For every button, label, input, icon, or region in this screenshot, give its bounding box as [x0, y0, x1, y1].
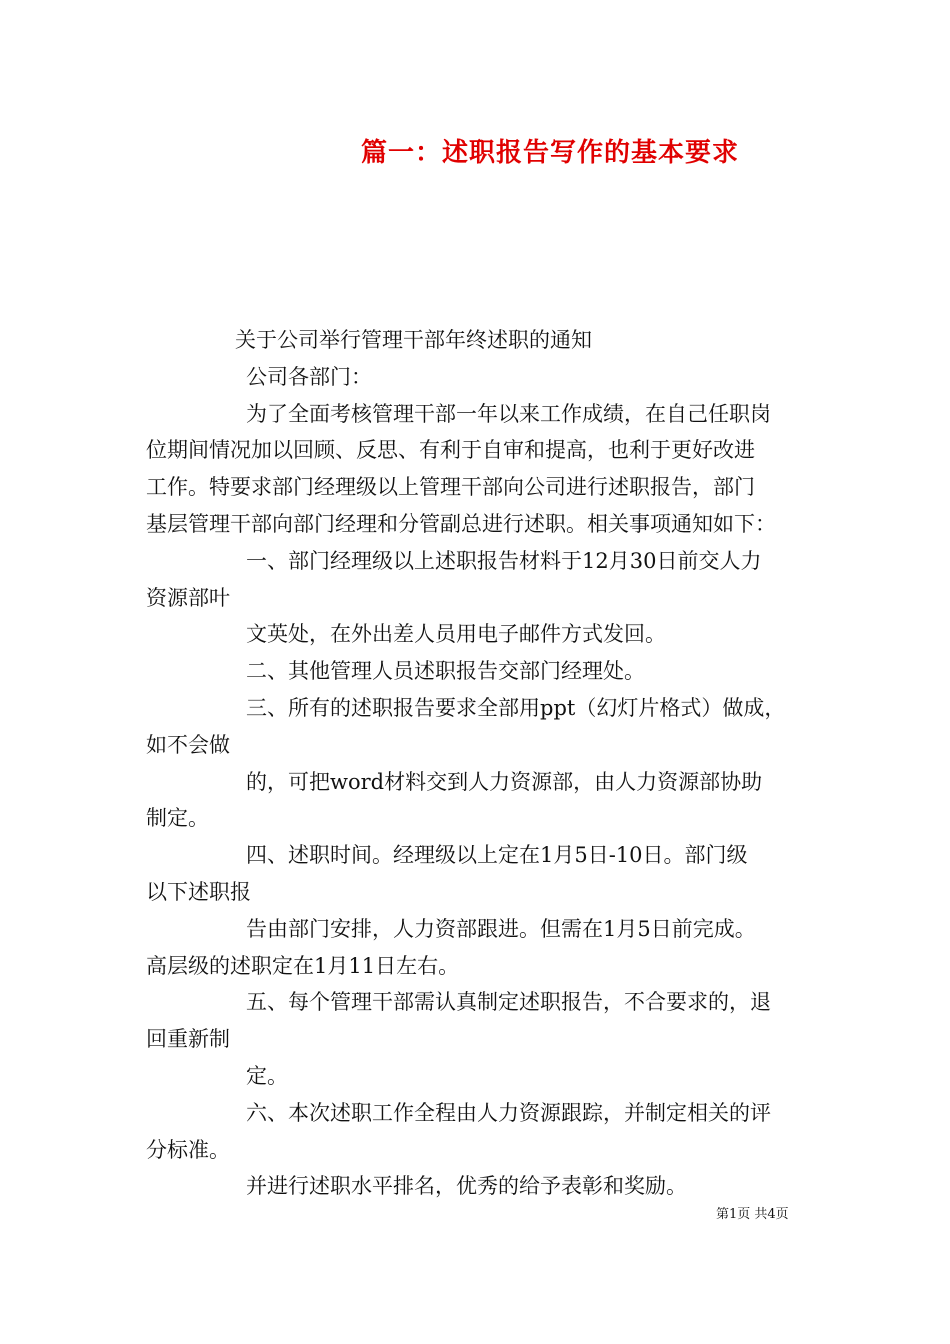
body-line: 文英处，在外出差人员用电子邮件方式发回。	[246, 622, 666, 646]
body-line: 五、每个管理干部需认真制定述职报告，不合要求的，退	[246, 990, 771, 1014]
body-line: 四、述职时间。经理级以上定在1月5日-10日。部门级	[246, 843, 748, 867]
body-line: 分标准。	[146, 1138, 230, 1162]
body-line: 并进行述职水平排名，优秀的给予表彰和奖励。	[246, 1174, 687, 1198]
body-line: 以下述职报	[146, 880, 251, 904]
body-line: 高层级的述职定在1月11日左右。	[146, 954, 460, 978]
body-line: 资源部叶	[146, 586, 230, 610]
body-line: 告由部门安排，人力资部跟进。但需在1月5日前完成。	[246, 917, 756, 941]
body-line: 回重新制	[146, 1027, 230, 1051]
body-line: 位期间情况加以回顾、反思、有利于自审和提高，也利于更好改进	[146, 438, 755, 462]
body-line: 基层管理干部向部门经理和分管副总进行述职。相关事项通知如下：	[146, 512, 776, 536]
salutation: 公司各部门：	[246, 365, 372, 389]
page-footer: 第1页 共4页	[716, 1207, 789, 1222]
body-line: 如不会做	[146, 733, 230, 757]
body-line: 为了全面考核管理干部一年以来工作成绩，在自己任职岗	[246, 402, 771, 426]
body-line: 工作。特要求部门经理级以上管理干部向公司进行述职报告，部门	[146, 475, 755, 499]
body-line: 制定。	[146, 806, 209, 830]
page-title: 篇一：述职报告写作的基本要求	[360, 138, 739, 168]
body-line: 三、所有的述职报告要求全部用ppt（幻灯片格式）做成，	[246, 696, 786, 720]
body-line: 的，可把word材料交到人力资源部，由人力资源部协助	[246, 770, 763, 794]
body-line: 定。	[246, 1064, 288, 1088]
body-line: 六、本次述职工作全程由人力资源跟踪，并制定相关的评	[246, 1101, 771, 1125]
body-line: 二、其他管理人员述职报告交部门经理处。	[246, 659, 645, 683]
notice-heading: 关于公司举行管理干部年终述职的通知	[235, 328, 592, 352]
body-line: 一、部门经理级以上述职报告材料于12月30日前交人力	[246, 549, 762, 573]
